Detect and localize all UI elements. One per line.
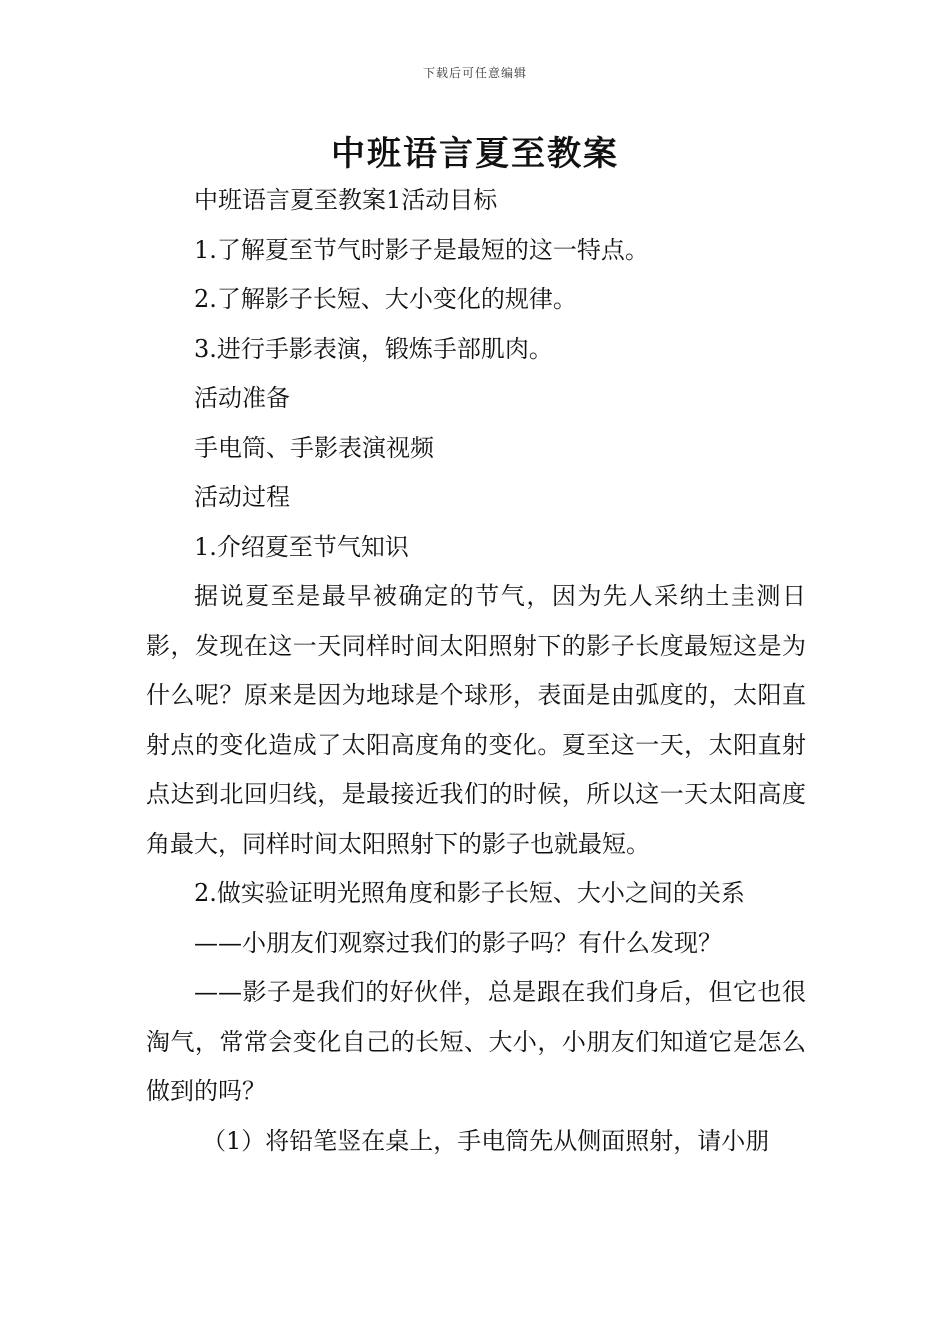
paragraph-experiment-1: （1）将铅笔竖在桌上，手电筒先从侧面照射，请小朋	[202, 1126, 770, 1155]
paragraph-step-1: 1.介绍夏至节气知识	[194, 532, 409, 561]
paragraph-step-2: 2.做实验证明光照角度和影子长短、大小之间的关系	[194, 879, 745, 907]
paragraph-preparation-items: 手电筒、手影表演视频	[194, 433, 434, 462]
paragraph-goal-3: 3.进行手影表演，锻炼手部肌肉。	[194, 334, 553, 363]
paragraph-process-heading: 活动过程	[194, 483, 290, 511]
document-body	[146, 176, 806, 1166]
paragraph-summer-solstice-knowledge: 据说夏至是最早被确定的节气，因为先人采纳土圭测日影，发现在这一天同样时间太阳照射下的影子长度最短这是为什么呢？原来是因为地球是个球形，表面是由弧度的，太阳直射点的变化造成了太阳高度角的变化。夏至这一天，太阳直射点达到北回归线，是最接近我们的时候，所以这一天太阳高度角最大，同样时间太阳照射下的影子也就最短。	[146, 582, 806, 858]
paragraph-goal-2: 2.了解影子长短、大小变化的规律。	[194, 285, 577, 313]
document-title: 中班语言夏至教案	[331, 134, 619, 174]
paragraph-question-1: ——小朋友们观察过我们的影子吗？有什么发现？	[194, 928, 722, 957]
paragraph-question-2: ——影子是我们的好伙伴，总是跟在我们身后，但它也很淘气，常常会变化自己的长短、大小，小朋友们知道它是怎么做到的吗？	[146, 978, 806, 1105]
paragraph-plan-heading: 中班语言夏至教案1活动目标	[194, 186, 498, 214]
paragraph-preparation-heading: 活动准备	[194, 384, 290, 412]
paragraph-goal-1: 1.了解夏至节气时影子是最短的这一特点。	[194, 235, 649, 264]
header-note: 下载后可任意编辑	[422, 66, 527, 80]
